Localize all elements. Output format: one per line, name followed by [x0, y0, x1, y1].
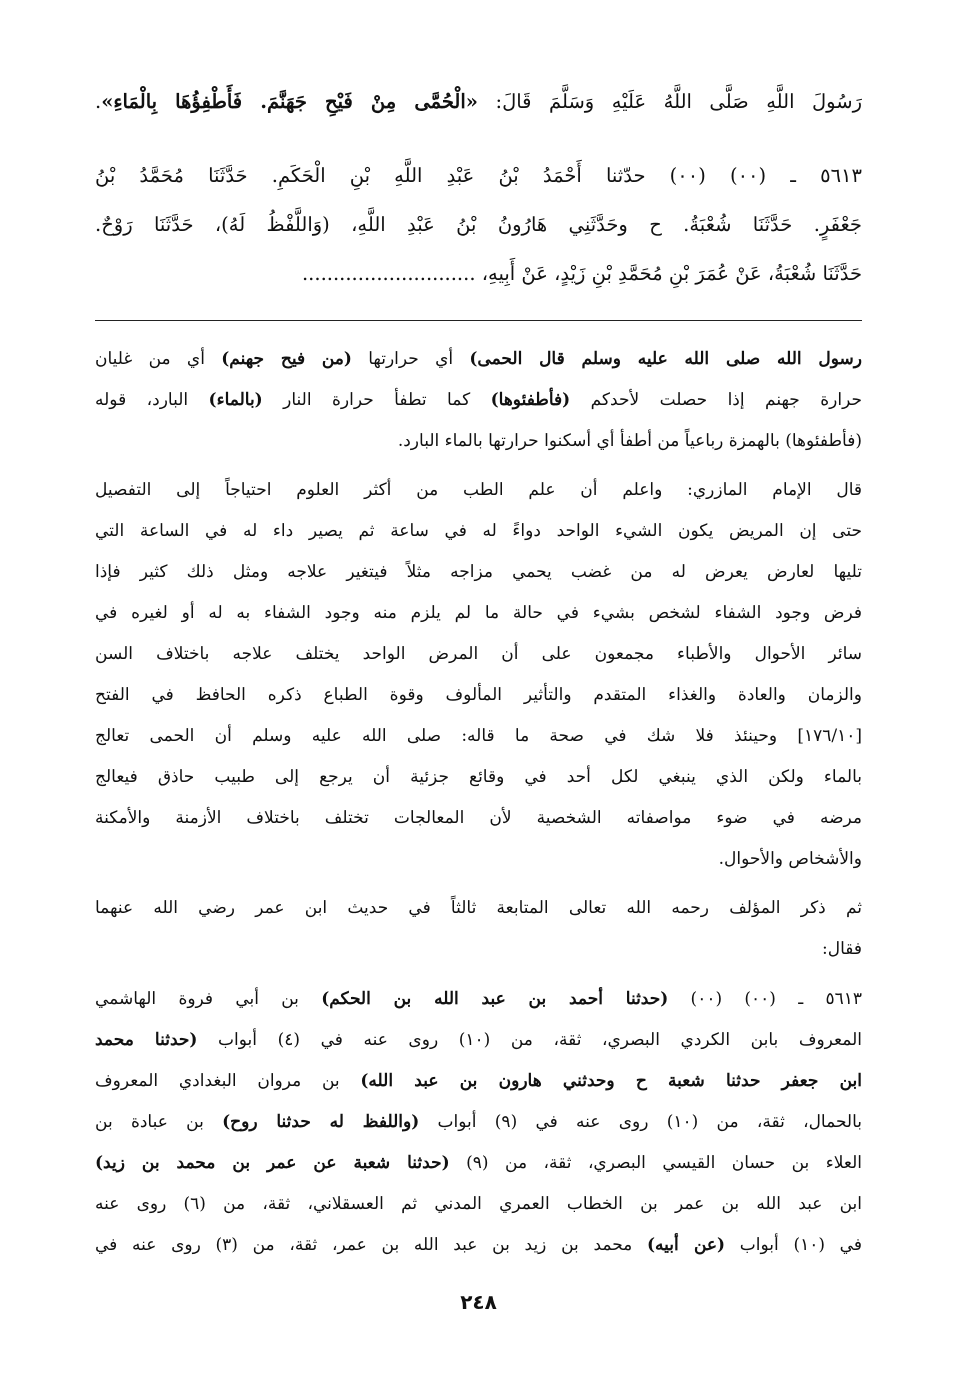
bold-text-run: (من فيح جهنم)	[221, 349, 352, 369]
text-run: [١٧٦/١٠] وحينئذ فلا شك في صحة ما قاله: صلى الله عليه وسلم أن الحمى تعالج	[95, 726, 862, 746]
text-run: محمد بن زيد بن عبد الله بن عمر، ثقة، من (٣) روى عنه في	[95, 1235, 647, 1255]
commentary-line	[95, 1062, 862, 1100]
text-run: أي حرارتها	[351, 349, 470, 369]
text-run: أي من غليان	[95, 349, 222, 369]
bold-text-run: «الْحُمَّى مِنْ فَيْحِ جَهَنَّمَ. فَأَطْفِؤُهَا بِالْمَاءِ»	[101, 90, 478, 113]
text-run: ٥٦١٣ ـ (٠٠) (٠٠) حدّثنا أَحْمَدُ بْنُ عَبْدِ اللَّهِ بْنِ الْحَكَمِ. حَدَّثَنَا مُحَمَّدُ بْنُ	[95, 164, 862, 187]
commentary-line	[95, 1103, 862, 1141]
text-run: بالماء ولكن الذي ينبغي لكل أحد في وقائع جزئية أن يرجع إلى طبيب حاذق فيعالج	[95, 767, 862, 787]
commentary-line	[95, 1021, 862, 1059]
commentary-line	[95, 1144, 862, 1182]
commentary-line	[95, 930, 862, 968]
bold-text-run: (فأطفئوها)	[490, 390, 571, 410]
hadith-line	[95, 156, 862, 196]
text-run: بالحمال، ثقة، من (١٠) روى عنه في (٩) أبواب	[419, 1112, 862, 1132]
text-run: حَدَّثَنَا شُعْبَةُ، عَنْ عُمَرَ بْنِ مُحَمَّدِ بْنِ زَيْدٍ، عَنْ أَبِيهِ، ............................	[301, 262, 862, 285]
text-run: حرارة جهنم إذا حصلت لأحدكم	[570, 390, 862, 410]
text-run: سائر الأحوال والأطباء مجمعون على أن المرض الواحد يختلف علاجه باختلاف السن	[95, 644, 862, 664]
commentary-line	[95, 512, 862, 550]
text-run: البارد، قوله	[95, 390, 209, 410]
commentary-line	[95, 889, 862, 927]
text-run: والزمان والعادة والغذاء المتقدم والتأثير المألوف وقوة الطباع ذكره الحافظ في الفتح	[95, 685, 862, 705]
text-run: فرض وجود الشفاء لشخص بشيء في حالة ما لم يلزم منه وجود الشفاء به له أو لغيره في	[95, 603, 862, 623]
commentary-line	[95, 422, 862, 460]
commentary-line	[95, 717, 862, 755]
bold-text-run: (بالماء)	[208, 390, 263, 410]
text-run: بن مروان البغدادي المعروف	[95, 1071, 361, 1091]
page-number: ٢٤٨	[460, 1290, 497, 1314]
text-run: كما تطفأ حرارة النار	[262, 390, 491, 410]
commentary-line	[95, 980, 862, 1018]
text-run: ابن عبد الله بن عمر بن الخطاب العمري المدني ثم العسقلاني، ثقة، من (٦) روى عنه	[95, 1194, 862, 1214]
text-run: تليها لعارض يعرض له من غضب يحمي مزاجه مثلاً فيتغير علاجه ومثل ذلك كثير فإذا	[95, 562, 862, 582]
bold-text-run: ابن جعفر حدثنا شعبة ح وحدثني هارون بن عبد الله)	[360, 1071, 862, 1091]
text-run: العلاء بن حسان القيسي البصري، ثقة، من (٩)	[449, 1153, 862, 1173]
text-run: في (١٠) أبواب	[725, 1235, 862, 1255]
commentary-line	[95, 799, 862, 837]
text-run: قال الإمام المازري: واعلم أن علم الطب من أكثر العلوم احتياجاً إلى التفصيل	[95, 480, 862, 500]
commentary-line	[95, 553, 862, 591]
text-run: ثم ذكر المؤلف رحمه الله تعالى المتابعة ثالثاً في حديث ابن عمر رضي الله عنهما	[95, 898, 862, 918]
commentary-line	[95, 840, 862, 878]
commentary-line	[95, 381, 862, 419]
bold-text-run: (عن أبيه)	[646, 1235, 726, 1255]
text-run: المعروف بابن الكردي البصري، ثقة، من (١٠) روى عنه في (٤) أبواب	[197, 1030, 862, 1050]
commentary-line	[95, 1226, 862, 1264]
commentary-line	[95, 676, 862, 714]
text-run: (فأطفئوها) بالهمزة رباعياً من أطفأ أي أسكنوا حرارتها بالماء البارد.	[397, 431, 862, 451]
text-run: .	[95, 90, 102, 113]
text-run: مرضه في ضوء مواصفاته الشخصية لأن المعالجات تختلف باختلاف الأزمنة والأمكنة	[95, 808, 862, 828]
bold-text-run: (حدثنا أحمد بن عبد الله بن الحكم)	[321, 989, 669, 1009]
text-run: والأشخاص والأحوال.	[718, 849, 862, 869]
hadith-line	[95, 254, 862, 294]
commentary-line	[95, 340, 862, 378]
commentary-line	[95, 594, 862, 632]
bold-text-run: (حدثنا شعبة عن عمر بن محمد بن زيد)	[95, 1153, 450, 1173]
hadith-line	[95, 205, 862, 245]
hadith-line	[95, 82, 862, 122]
text-run: فقال:	[822, 939, 862, 959]
commentary-line	[95, 1185, 862, 1223]
text-run: جَعْفَرٍ. حَدَّثَنَا شُعْبَةُ. ح وحَدَّثَنِي هَارُونُ بْنُ عَبْدِ اللَّهِ، (وَاللَّفْظُ لَهُ)، حَدَّثَنَا رَوْحٌ.	[95, 213, 862, 236]
text-run: بن عبادة بن	[95, 1112, 223, 1132]
commentary-line	[95, 635, 862, 673]
text-run: ٥٦١٣ ـ (٠٠) (٠٠)	[668, 989, 862, 1009]
bold-text-run: (واللفظ له حدثنا روح)	[222, 1112, 420, 1132]
bold-text-run: رسول الله صلى الله عليه وسلم قال الحمى)	[469, 349, 862, 369]
text-run: بن أبي فروة الهاشمي	[95, 989, 322, 1009]
commentary-line	[95, 471, 862, 509]
footnote-separator	[95, 320, 862, 321]
text-run: حتى إن المريض يكون الشيء الواحد دواءً له في ساعة ثم يصير داء له في الساعة التي	[95, 521, 862, 541]
commentary-line	[95, 758, 862, 796]
bold-text-run: (حدثنا محمد	[95, 1030, 198, 1050]
text-run: رَسُولَ اللَّهِ صَلَّى اللَّهُ عَلَيْهِ وَسَلَّمَ قَالَ:	[477, 90, 862, 113]
